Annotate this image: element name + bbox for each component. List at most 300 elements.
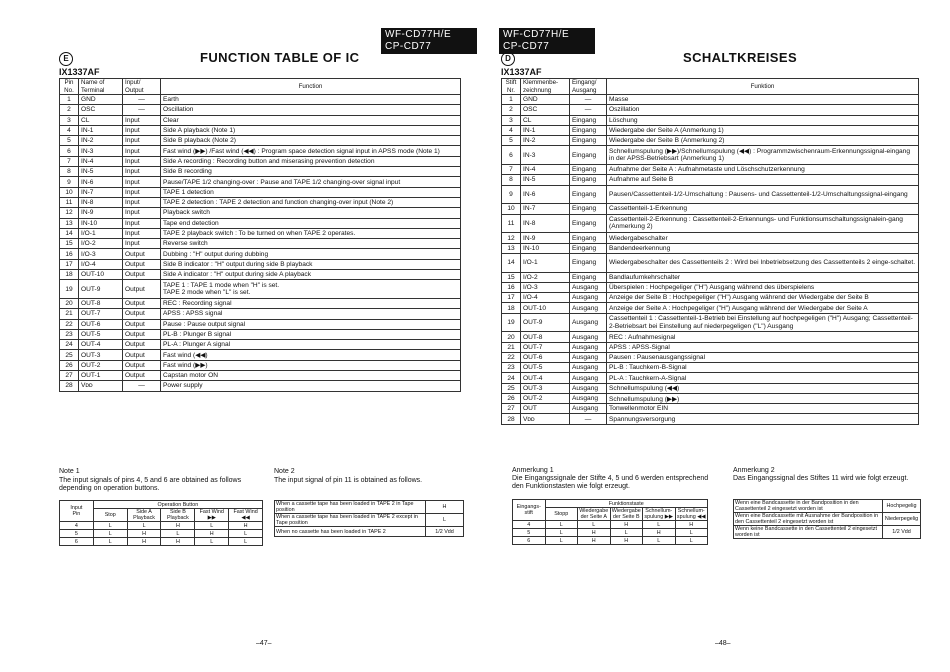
button-column-header: Stopp (545, 508, 578, 521)
note1-table (59, 500, 263, 546)
table-row (60, 177, 461, 187)
function-text: Reverse switch (161, 239, 461, 249)
level-value: H (643, 529, 676, 537)
table-row (60, 156, 461, 166)
terminal-name: IN-6 (521, 185, 570, 204)
terminal-name: OSC (79, 105, 123, 115)
function-text: Cassettenteil-1-Erkennung (607, 204, 919, 214)
function-text: Side A playback (Note 1) (161, 125, 461, 135)
io-type: Ausgang (570, 332, 607, 342)
pin-number: 2 (502, 105, 521, 115)
table-row (60, 371, 461, 381)
note1-title: Anmerkung 1 (512, 467, 554, 474)
table-row (502, 272, 919, 282)
pin-number: 5 (513, 529, 546, 537)
terminal-name: GND (521, 95, 570, 105)
function-text: PL-B : Plunger B signal (161, 329, 461, 339)
pin-number: 25 (502, 383, 521, 393)
pin-number: 19 (60, 280, 79, 299)
pin-number: 1 (60, 95, 79, 105)
table-row (60, 249, 461, 259)
pin-number: 12 (60, 208, 79, 218)
io-type: Output (123, 280, 161, 299)
pin-number: 4 (513, 521, 546, 529)
table-row (60, 105, 461, 115)
note2-title: Anmerkung 2 (733, 467, 775, 474)
table-row (60, 146, 461, 156)
io-type: — (123, 105, 161, 115)
io-type: Ausgang (570, 383, 607, 393)
condition-text: Wenn eine Bandcassette in der Bandposition in den Cassettenteil 2 eingesetzt worden ist (734, 500, 883, 513)
table-row (502, 414, 919, 424)
header-io: Eingang/ Ausgang (570, 79, 607, 95)
io-type: Eingang (570, 185, 607, 204)
function-text: Pause/TAPE 1/2 changing-over : Pause and TAPE 1/2 changing-over signal input (161, 177, 461, 187)
function-text: PL-B : Tauchkern-B-Signal (607, 363, 919, 373)
io-type: Eingang (570, 253, 607, 272)
io-type: Input (123, 167, 161, 177)
pin-number: 22 (502, 352, 521, 362)
pin-number: 14 (60, 228, 79, 238)
io-type: Input (123, 228, 161, 238)
terminal-name: I/O-3 (521, 282, 570, 292)
io-type: Output (123, 249, 161, 259)
pin-number: 17 (502, 293, 521, 303)
table-row (502, 404, 919, 414)
terminal-name: OUT-3 (79, 350, 123, 360)
table-row (60, 381, 461, 391)
model-label: WF-CD77H/E CP-CD77 (499, 28, 595, 54)
level-value: L (545, 521, 578, 529)
function-text: Wiedergabe der Seite A (Anmerkung 1) (607, 125, 919, 135)
function-text: TAPE 1 detection (161, 187, 461, 197)
terminal-name: OSC (521, 105, 570, 115)
pin-number: 17 (60, 259, 79, 269)
terminal-name: OUT-1 (79, 371, 123, 381)
io-type: Output (123, 350, 161, 360)
function-table (501, 78, 919, 425)
pin-number: 23 (60, 329, 79, 339)
io-type: Input (123, 115, 161, 125)
terminal-name: OUT-6 (521, 352, 570, 362)
function-text: Bandlaufumkehrschalter (607, 272, 919, 282)
pin-number: 4 (60, 522, 94, 530)
io-type: Eingang (570, 136, 607, 146)
language-e-icon: E (59, 52, 73, 66)
pin-number: 15 (502, 272, 521, 282)
terminal-name: OUT-4 (521, 373, 570, 383)
function-text: Clear (161, 115, 461, 125)
pin-number: 3 (502, 115, 521, 125)
function-text: Schnellumspulung (▶▶) (607, 393, 919, 403)
function-text: APSS : APSS signal (161, 309, 461, 319)
pin-number: 11 (60, 197, 79, 207)
level-value: H (229, 522, 263, 530)
pin-number: 10 (502, 204, 521, 214)
header-name: Name of Terminal (79, 79, 123, 95)
io-type: Ausgang (570, 404, 607, 414)
pin-number: 23 (502, 363, 521, 373)
pin-number: 27 (60, 371, 79, 381)
function-text: REC : Aufnahmesignal (607, 332, 919, 342)
condition-text: When no cassette has been loaded in TAPE 2 (275, 527, 426, 537)
function-text: Fast wind (◀◀) (161, 350, 461, 360)
function-text: Fast wind (▶▶) /Fast wind (◀◀) : Program space detection signal input in APSS mode (Note 1) (161, 146, 461, 156)
terminal-name: I/O-4 (79, 259, 123, 269)
page-title: FUNCTION TABLE OF IC (200, 50, 360, 65)
level-value: L (545, 537, 578, 545)
signal-level: H (426, 501, 464, 514)
function-text: Side B recording (161, 167, 461, 177)
terminal-name: OUT-8 (79, 298, 123, 308)
condition-text: When a cassette tape has been loaded in TAPE 2 in Tape position (275, 501, 426, 514)
function-text: Wiedergabe der Seite B (Anmerkung 2) (607, 136, 919, 146)
function-text: Pause : Pause output signal (161, 319, 461, 329)
table-row (60, 298, 461, 308)
level-value: L (93, 530, 127, 538)
note2-table (733, 499, 921, 539)
terminal-name: IN-4 (521, 165, 570, 175)
table-row (502, 136, 919, 146)
io-type: Ausgang (570, 342, 607, 352)
level-value: L (93, 522, 127, 530)
io-type: Eingang (570, 233, 607, 243)
io-type: Input (123, 156, 161, 166)
terminal-name: IN-2 (521, 136, 570, 146)
terminal-name: IN-2 (79, 136, 123, 146)
function-text: Power supply (161, 381, 461, 391)
note2-text: The input signal of pin 11 is obtained as follows. (274, 477, 423, 484)
function-table (59, 78, 461, 392)
pin-number: 28 (60, 381, 79, 391)
table-row (502, 175, 919, 185)
signal-level: L (426, 514, 464, 527)
terminal-name: OUT-5 (521, 363, 570, 373)
function-text: Playback switch (161, 208, 461, 218)
table-row (60, 125, 461, 135)
function-text: Fast wind (▶▶) (161, 360, 461, 370)
table-row (60, 228, 461, 238)
io-type: Input (123, 187, 161, 197)
table-row (734, 526, 921, 539)
pin-number: 6 (60, 146, 79, 156)
table-row (60, 95, 461, 105)
level-value: H (127, 530, 161, 538)
button-column-header: Stop (93, 509, 127, 522)
function-text: Cassettenteil-2-Erkennung : Cassettenteil-2-Erkennungs- und Funktionsumschaltungssignalein-gang (Anmerkung 2) (607, 214, 919, 233)
io-type: Ausgang (570, 363, 607, 373)
terminal-name: IN-7 (79, 187, 123, 197)
pin-number: 13 (502, 243, 521, 253)
io-type: Output (123, 270, 161, 280)
terminal-name: OUT-7 (79, 309, 123, 319)
button-column-header: Fast Wind ▶▶ (195, 509, 229, 522)
button-column-header: Wiedergabe der Seite A (579, 508, 609, 520)
function-text: APSS : APSS-Signal (607, 342, 919, 352)
header-function: Function (161, 79, 461, 95)
table-row (502, 243, 919, 253)
table-row (502, 363, 919, 373)
function-text: Tape end detection (161, 218, 461, 228)
function-text: Side A indicator : "H" output during side A playback (161, 270, 461, 280)
pin-number: 21 (60, 309, 79, 319)
function-text: Oscillation (161, 105, 461, 115)
level-value: H (610, 537, 643, 545)
terminal-name: OUT-2 (521, 393, 570, 403)
pin-number: 8 (502, 175, 521, 185)
table-row (60, 197, 461, 207)
pin-number: 25 (60, 350, 79, 360)
table-row (513, 529, 708, 537)
table-row (734, 500, 921, 513)
note2-title: Note 2 (274, 468, 295, 475)
model-label: WF-CD77H/E CP-CD77 (381, 28, 477, 54)
level-value: H (195, 530, 229, 538)
function-text: Wiedergabeschalter (607, 233, 919, 243)
level-value: L (675, 529, 708, 537)
terminal-name: CL (79, 115, 123, 125)
table-row (502, 332, 919, 342)
level-value: L (675, 537, 708, 545)
pin-number: 4 (60, 125, 79, 135)
table-row (275, 527, 464, 537)
table-row (60, 187, 461, 197)
io-type: Eingang (570, 115, 607, 125)
function-text: Side B playback (Note 2) (161, 136, 461, 146)
level-value: L (195, 522, 229, 530)
terminal-name: I/O-1 (521, 253, 570, 272)
table-row (502, 393, 919, 403)
io-type: Output (123, 319, 161, 329)
terminal-name: IN-6 (79, 177, 123, 187)
io-type: — (570, 414, 607, 424)
terminal-name: OUT-2 (79, 360, 123, 370)
terminal-name: IN-9 (79, 208, 123, 218)
input-pin-header: Eingangs- stift (513, 500, 546, 521)
io-type: — (123, 95, 161, 105)
table-row (60, 538, 263, 546)
io-type: Input (123, 136, 161, 146)
terminal-name: IN-1 (521, 125, 570, 135)
ic-model: IX1337AF (59, 67, 100, 77)
header-pin: Pin No. (60, 79, 79, 95)
pin-number: 7 (60, 156, 79, 166)
function-text: Dubbing : "H" output during dubbing (161, 249, 461, 259)
io-type: Output (123, 340, 161, 350)
pin-number: 3 (60, 115, 79, 125)
note1-text: Die Eingangssignale der Stifte 4, 5 und 6 werden entsprechend den Funktionstasten wie folgt erzeugt. (512, 475, 709, 490)
io-type: Ausgang (570, 373, 607, 383)
pin-number: 5 (60, 136, 79, 146)
note2-table (274, 500, 464, 537)
pin-number: 6 (502, 146, 521, 165)
level-value: H (578, 537, 611, 545)
pin-number: 24 (502, 373, 521, 383)
table-row (502, 125, 919, 135)
io-type: Ausgang (570, 352, 607, 362)
terminal-name: IN-5 (521, 175, 570, 185)
table-row (60, 115, 461, 125)
level-value: H (127, 538, 161, 546)
table-row (502, 214, 919, 233)
header-function: Funktion (607, 79, 919, 95)
terminal-name: OUT-4 (79, 340, 123, 350)
terminal-name: GND (79, 95, 123, 105)
level-value: L (229, 538, 263, 546)
table-row (60, 218, 461, 228)
level-value: L (195, 538, 229, 546)
pin-number: 11 (502, 214, 521, 233)
io-type: Eingang (570, 165, 607, 175)
signal-level: Hochpegelig (883, 500, 921, 513)
table-row (60, 350, 461, 360)
signal-level: 1/2 Vdd (883, 526, 921, 539)
io-type: Input (123, 218, 161, 228)
header-io: Input/ Output (123, 79, 161, 95)
signal-level: 1/2 Vdd (426, 527, 464, 537)
button-column-header: Side A Playback (127, 509, 161, 522)
pin-number: 20 (502, 332, 521, 342)
pin-number: 6 (60, 538, 94, 546)
function-text: Schnellumspulung (◀◀) (607, 383, 919, 393)
pin-number: 21 (502, 342, 521, 352)
level-value: L (127, 522, 161, 530)
table-row (502, 105, 919, 115)
table-row (60, 319, 461, 329)
table-row (502, 204, 919, 214)
terminal-name: IN-8 (521, 214, 570, 233)
terminal-name: OUT-10 (79, 270, 123, 280)
table-row (513, 537, 708, 545)
io-type: Input (123, 146, 161, 156)
table-row (60, 329, 461, 339)
button-column-header: Schnellum- spulung ▶▶ (644, 508, 674, 520)
terminal-name: OUT-9 (79, 280, 123, 299)
note2-text: Das Eingangssignal des Stiftes 11 wird wie folgt erzeugt. (733, 475, 909, 482)
pin-number: 26 (60, 360, 79, 370)
table-row (502, 303, 919, 313)
note1-title: Note 1 (59, 468, 80, 475)
io-type: — (570, 95, 607, 105)
table-row (502, 115, 919, 125)
function-text: Bandendeerkennung (607, 243, 919, 253)
terminal-name: IN-5 (79, 167, 123, 177)
terminal-name: IN-8 (79, 197, 123, 207)
pin-number: 9 (60, 177, 79, 187)
language-d-icon: D (501, 52, 515, 66)
function-text: Capstan motor ON (161, 371, 461, 381)
io-type: Eingang (570, 272, 607, 282)
level-value: L (93, 538, 127, 546)
table-row (734, 513, 921, 526)
terminal-name: CL (521, 115, 570, 125)
condition-text: When a cassette tape has been loaded in TAPE 2 except in Tape position (275, 514, 426, 527)
io-type: Input (123, 125, 161, 135)
terminal-name: Vᴅᴅ (79, 381, 123, 391)
io-type: Ausgang (570, 393, 607, 403)
pin-number: 16 (60, 249, 79, 259)
function-text: Side B indicator : "H" output during side B playback (161, 259, 461, 269)
header-name: Klemmenbe- zeichnung (521, 79, 570, 95)
io-type: Input (123, 208, 161, 218)
pin-number: 19 (502, 313, 521, 332)
level-value: L (610, 529, 643, 537)
table-row (502, 342, 919, 352)
function-text: Aufnahme auf Seite B (607, 175, 919, 185)
function-text: Löschung (607, 115, 919, 125)
table-row (60, 522, 263, 530)
pin-number: 27 (502, 404, 521, 414)
terminal-name: OUT-10 (521, 303, 570, 313)
table-row (502, 185, 919, 204)
pin-number: 7 (502, 165, 521, 175)
table-row (502, 313, 919, 332)
level-value: L (229, 530, 263, 538)
function-text: PL-A : Plunger A signal (161, 340, 461, 350)
function-text: TAPE 2 playback switch : To be turned on when TAPE 2 operates. (161, 228, 461, 238)
io-type: Eingang (570, 204, 607, 214)
level-value: L (161, 530, 195, 538)
terminal-name: OUT-7 (521, 342, 570, 352)
pin-number: 18 (60, 270, 79, 280)
io-type: — (123, 381, 161, 391)
io-type: Ausgang (570, 293, 607, 303)
function-text: Schnellumspulung (▶▶)/Schnellumspulung (◀◀) : Programmzwischenraum-Erkennungssignal-eingang in der APSS-Betriebsart (Anmerkung 1) (607, 146, 919, 165)
pin-number: 4 (502, 125, 521, 135)
pin-number: 15 (60, 239, 79, 249)
table-row (502, 383, 919, 393)
ic-model: IX1337AF (501, 67, 542, 77)
terminal-name: I/O-2 (79, 239, 123, 249)
pin-number: 5 (502, 136, 521, 146)
terminal-name: IN-9 (521, 233, 570, 243)
io-type: Output (123, 309, 161, 319)
button-column-header: Wiedergabe der Seite B (611, 508, 641, 520)
table-row (502, 146, 919, 165)
level-value: H (161, 522, 195, 530)
table-row (60, 259, 461, 269)
note1-text: The input signals of pins 4, 5 and 6 are obtained as follows depending on operation buttons. (59, 477, 242, 492)
function-text: Earth (161, 95, 461, 105)
terminal-name: I/O-3 (79, 249, 123, 259)
pin-number: 8 (60, 167, 79, 177)
pin-number: 1 (502, 95, 521, 105)
operation-button-header: Operation Button (93, 501, 262, 509)
terminal-name: IN-10 (79, 218, 123, 228)
terminal-name: IN-4 (79, 156, 123, 166)
function-text: Cassettenteil 1 : Cassettenteil-1-Betrieb bei Einstellung auf hochpegeligen ("H") Ausgang; Cassettenteil-2-Betriebsart bei Einstellung auf niederpegeligen ("L") Ausgang (607, 313, 919, 332)
pin-number: 2 (60, 105, 79, 115)
function-text: Pausen/Cassettenteil-1/2-Umschaltung : Pausens- und Cassettenteil-1/2-Umschaltungssignal-eingang (607, 185, 919, 204)
io-type: Eingang (570, 243, 607, 253)
terminal-name: I/O-2 (521, 272, 570, 282)
io-type: Output (123, 360, 161, 370)
io-type: Ausgang (570, 282, 607, 292)
terminal-name: I/O-1 (79, 228, 123, 238)
io-type: Input (123, 177, 161, 187)
pin-number: 12 (502, 233, 521, 243)
table-row (60, 136, 461, 146)
table-row (502, 352, 919, 362)
table-row (502, 253, 919, 272)
pin-number: 9 (502, 185, 521, 204)
page-number: –47– (256, 640, 272, 647)
terminal-name: IN-3 (521, 146, 570, 165)
condition-text: Wenn eine Bandcassette mit Ausnahme der Bandposition in den Cassettenteil 2 eingesetzt worden ist (734, 513, 883, 526)
level-value: H (161, 538, 195, 546)
pin-number: 20 (60, 298, 79, 308)
level-value: H (675, 521, 708, 529)
